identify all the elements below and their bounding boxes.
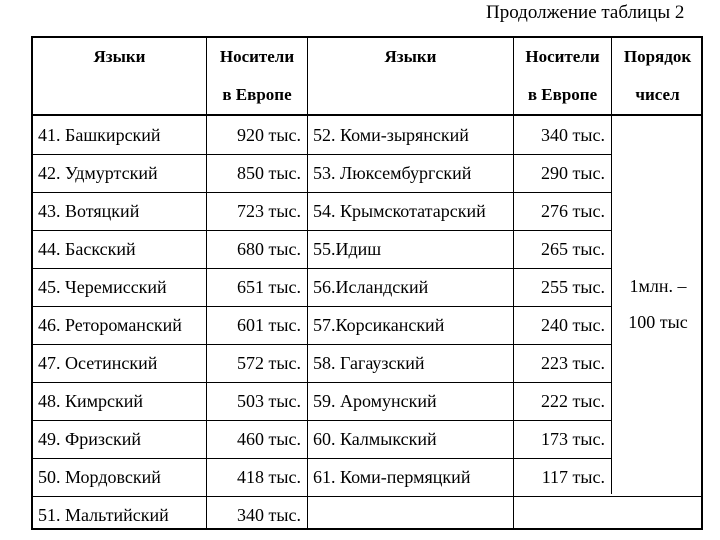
cell-language-2: 57.Корсиканский bbox=[313, 315, 445, 335]
cell-speakers-1: 723 тыс. bbox=[237, 201, 301, 221]
cell-language-2: 53. Люксембургский bbox=[313, 163, 472, 183]
cell-language-2: 54. Крымскотатарский bbox=[313, 201, 486, 221]
cell-speakers-2: 223 тыс. bbox=[541, 353, 605, 373]
cell-speakers-1: 601 тыс. bbox=[237, 315, 301, 335]
cell-language-1: 42. Удмуртский bbox=[38, 163, 158, 183]
cell-speakers-1: 680 тыс. bbox=[237, 239, 301, 259]
cell-language-1: 47. Осетинский bbox=[38, 353, 158, 373]
cell-language-2: 61. Коми-пермяцкий bbox=[313, 467, 471, 487]
header-speakers-2: Носители bbox=[525, 47, 600, 66]
cell-language-1: 46. Ретороманский bbox=[38, 315, 182, 335]
cell-speakers-2 bbox=[514, 496, 611, 534]
cell-language-2: 55.Идиш bbox=[313, 239, 382, 259]
cell-language-1: 48. Кимрский bbox=[38, 391, 144, 411]
header-order-line2: чисел bbox=[635, 85, 680, 104]
cell-language-2: 56.Исландский bbox=[313, 277, 429, 297]
header-speakers-2-line2: в Европе bbox=[527, 85, 598, 104]
cell-speakers-1: 460 тыс. bbox=[237, 429, 301, 449]
cell-language-1: 50. Мордовский bbox=[38, 467, 161, 487]
cell-speakers-2: 276 тыс. bbox=[541, 201, 605, 221]
cell-speakers-1: 340 тыс. bbox=[237, 505, 301, 525]
cell-speakers-2: 340 тыс. bbox=[541, 125, 605, 145]
cell-language-1: 51. Мальтийский bbox=[38, 505, 169, 525]
cell-speakers-2: 255 тыс. bbox=[541, 277, 605, 297]
cell-language-1: 45. Черемисский bbox=[38, 277, 167, 297]
cell-speakers-1: 503 тыс. bbox=[237, 391, 301, 411]
header-speakers-1: Носители bbox=[219, 47, 295, 66]
cell-speakers-2: 222 тыс. bbox=[541, 391, 605, 411]
cell-language-2: 58. Гагаузский bbox=[313, 353, 425, 373]
cell-language-2: 52. Коми-зырянский bbox=[313, 125, 469, 145]
cell-language-2: 60. Калмыкский bbox=[313, 429, 437, 449]
cell-speakers-1: 850 тыс. bbox=[237, 163, 301, 183]
header-speakers-1-line2: в Европе bbox=[222, 85, 292, 104]
cell-speakers-2: 117 тыс. bbox=[541, 467, 605, 487]
cell-speakers-1: 920 тыс. bbox=[237, 125, 301, 145]
cell-language-1: 41. Башкирский bbox=[38, 125, 161, 145]
cell-language-1: 43. Вотяцкий bbox=[38, 201, 140, 221]
cell-speakers-2: 290 тыс. bbox=[541, 163, 605, 183]
header-languages-1: Языки bbox=[93, 47, 146, 66]
order-line-2: 100 тыс bbox=[628, 312, 688, 332]
cell-speakers-2: 265 тыс. bbox=[541, 239, 605, 259]
cell-speakers-1: 651 тыс. bbox=[237, 277, 301, 297]
cell-language-1: 49. Фризский bbox=[38, 429, 141, 449]
order-line-1: 1млн. – bbox=[629, 276, 687, 296]
order-cell bbox=[613, 268, 703, 344]
row-divider bbox=[611, 496, 703, 497]
cell-language-2 bbox=[308, 496, 518, 534]
table-caption: Продолжение таблицы 2 bbox=[486, 2, 685, 23]
cell-speakers-2: 173 тыс. bbox=[541, 429, 605, 449]
header-languages-2: Языки bbox=[384, 47, 437, 66]
languages-table bbox=[31, 36, 703, 530]
cell-speakers-2: 240 тыс. bbox=[541, 315, 605, 335]
cell-speakers-1: 418 тыс. bbox=[237, 467, 301, 487]
cell-language-1: 44. Баскский bbox=[38, 239, 136, 259]
header-order: Порядок bbox=[623, 47, 692, 66]
cell-language-2: 59. Аромунский bbox=[313, 391, 437, 411]
cell-speakers-1: 572 тыс. bbox=[237, 353, 301, 373]
